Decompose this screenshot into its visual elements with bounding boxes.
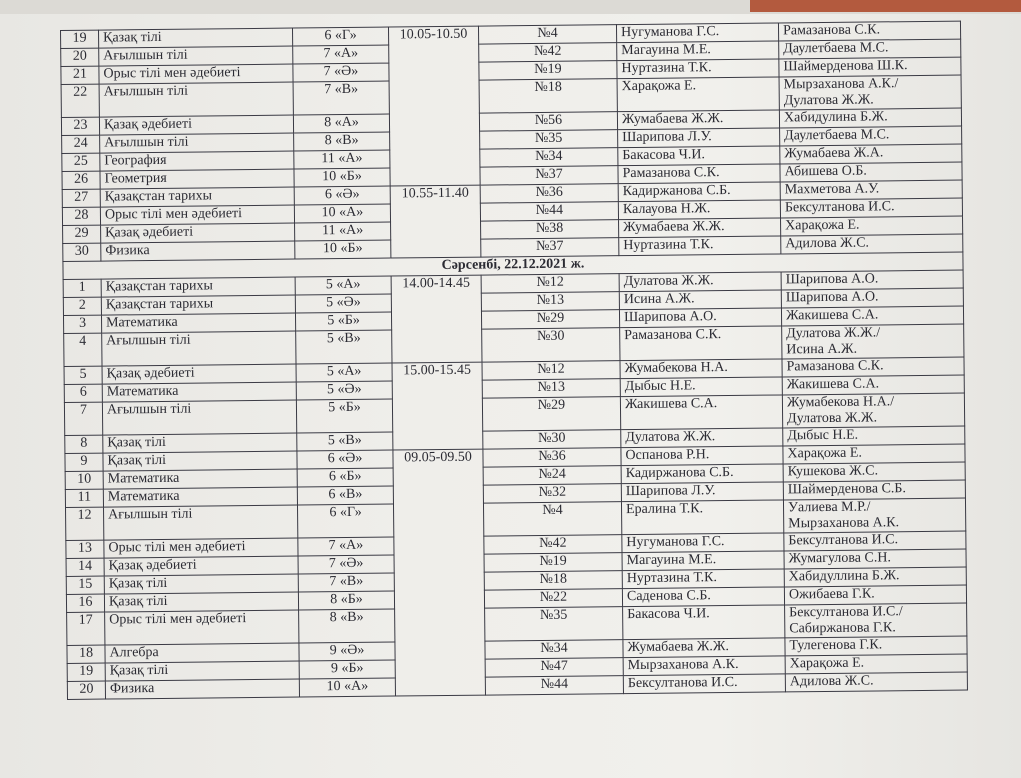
room-cell: №29 [482,397,620,431]
assistant-name: Тулегенова Г.К. [789,637,883,654]
teacher-cell: Жакишева С.А. [620,395,782,430]
subject-cell: Қазақстан тарихы [101,295,295,315]
class-cell: 5 «Ә» [296,381,392,400]
room-cell: №19 [484,553,622,572]
assistant-cell [783,426,965,446]
assistant-cell [779,75,961,110]
subject-cell: Қазақстан тарихы [101,277,295,297]
class-cell: 8 «Б» [298,591,394,610]
teacher-cell: Дулатова Ж.Ж. [621,428,783,448]
teacher-cell: Нугуманова Г.С. [622,533,784,553]
row-number: 21 [61,66,99,84]
assistant-name: Бексултанова И.С. [784,199,895,216]
teacher-cell: Исина А.Ж. [619,290,781,310]
room-cell: №37 [480,166,618,185]
teacher-cell: Бакасова Ч.И. [618,146,780,166]
class-cell: 5 «Б» [296,399,392,433]
room-cell: №56 [479,112,617,131]
class-cell: 5 «В» [297,432,393,451]
teacher-cell: Жумабаева Ж.Ж. [617,110,779,130]
assistant-cell [780,198,962,218]
assistant-name: Даулетбаева М.С. [783,40,889,57]
teacher-cell: Бексултанова И.С. [623,674,785,694]
row-number: 11 [65,489,103,507]
room-cell: №4 [483,502,621,536]
class-cell: 9 «Б» [299,660,395,679]
class-cell: 7 «А» [298,537,394,556]
assistant-cell [778,21,960,41]
teacher-cell: Мырзаханова А.К. [623,656,785,676]
room-cell: №24 [483,466,621,485]
class-cell: 7 «В» [298,573,394,592]
subject-cell: Математика [103,469,297,489]
room-cell: №47 [485,658,623,677]
assistant-name-second: Мырзаханова А.К. [788,515,900,532]
row-number: 4 [64,333,102,366]
assistant-cell [783,444,965,464]
class-cell: 10 «Б» [294,168,390,187]
class-cell: 6 «Б» [297,468,393,487]
assistant-cell [785,654,967,674]
row-number: 3 [63,315,101,333]
subject-cell: Қазақ тілі [103,433,297,453]
subject-cell: Орыс тілі мен әдебиеті [99,64,293,84]
teacher-cell: Рамазанова С.К. [620,326,782,361]
class-cell: 7 «А» [293,45,389,64]
time-slot-cell: 09.05-09.50 [393,449,486,696]
teacher-cell: Харақожа Е. [617,77,779,112]
teacher-cell: Калауова Н.Ж. [618,200,780,220]
teacher-cell: Оспанова Р.Н. [621,446,783,466]
background-object [750,0,1021,12]
room-cell: №13 [482,379,620,398]
subject-cell: Қазақ әдебиеті [104,556,298,576]
assistant-name-second: Дулатова Ж.Ж. [787,410,878,427]
row-number: 25 [62,153,100,171]
assistant-name: Дулатова Ж.Ж./ [786,325,881,342]
class-cell: 10 «А» [294,204,390,223]
class-cell: 10 «А» [299,678,395,697]
room-cell: №37 [481,238,619,257]
row-number: 1 [63,279,101,297]
teacher-cell: Нуртазина Т.К. [622,569,784,589]
class-cell: 5 «А» [295,276,391,295]
assistant-name-second: Дулатова Ж.Ж. [783,92,874,109]
teacher-cell: Нуртазина Т.К. [617,59,779,79]
assistant-name: Жумагулова С.Н. [788,550,892,567]
assistant-cell [783,498,965,533]
room-cell: №18 [479,79,617,113]
row-number: 6 [64,384,102,402]
row-number: 24 [62,135,100,153]
room-cell: №44 [485,676,623,695]
assistant-name-second: Сабиржанова Г.К. [789,620,896,637]
row-number: 20 [67,681,105,699]
row-number: 9 [65,453,103,471]
assistant-name: Даулетбаева М.С. [784,127,890,144]
subject-cell: Қазақ әдебиеті [102,364,296,384]
subject-cell: Орыс тілі мен әдебиеті [100,205,294,225]
room-cell: №36 [480,184,618,203]
time-slot-cell: 10.05-10.50 [388,26,480,186]
assistant-cell [781,216,963,236]
class-cell: 7 «Ә» [293,63,389,82]
row-number: 26 [62,171,100,189]
teacher-cell: Кадиржанова С.Б. [618,182,780,202]
room-cell: №12 [482,361,620,380]
assistant-name-second: Исина А.Ж. [786,341,858,358]
room-cell: №29 [481,310,619,329]
assistant-name: Абишева О.Б. [784,163,867,180]
class-cell: 6 «Ә» [297,450,393,469]
subject-cell: Орыс тілі мен әдебиеті [104,538,298,558]
subject-cell: Қазақ тілі [99,28,293,48]
room-cell: №30 [482,328,620,362]
assistant-name: Хабидуллина Б.Ж. [788,568,900,585]
room-cell: №19 [479,61,617,80]
class-cell: 5 «Ә» [295,294,391,313]
teacher-cell: Шарипова А.О. [619,308,781,328]
row-number: 5 [64,366,102,384]
room-cell: №34 [485,640,623,659]
assistant-cell [783,462,965,482]
room-cell: №13 [481,292,619,311]
room-cell: №22 [484,589,622,608]
assistant-name: Жумабаева Ж.А. [784,145,884,162]
assistant-cell [785,603,967,638]
teacher-cell: Шарипова Л.У. [618,128,780,148]
class-cell: 6 «В» [297,486,393,505]
row-number: 22 [61,84,99,117]
row-number: 7 [64,402,102,435]
subject-cell: Қазақстан тарихы [100,187,294,207]
class-cell: 10 «Б» [295,240,391,259]
subject-cell: Ағылшын тілі [102,400,296,435]
assistant-name: Харақожа Е. [787,445,862,462]
time-slot-cell: 14.00-14.45 [391,275,482,363]
class-cell: 6 «Ә» [294,186,390,205]
row-number: 13 [66,540,104,558]
class-cell: 9 «Ә» [299,642,395,661]
assistant-name: Рамазанова С.К. [782,22,881,39]
subject-cell: Ағылшын тілі [99,46,293,66]
teacher-cell: Бакасова Ч.И. [623,605,785,640]
assistant-name: Адилова Ж.С. [785,235,870,252]
assistant-cell [782,357,964,377]
subject-cell: Математика [103,487,297,507]
teacher-cell: Дулатова Ж.Ж. [619,272,781,292]
day-header: Сәрсенбі, 22.12.2021 ж. [63,252,963,279]
teacher-cell: Ералина Т.К. [621,500,783,535]
subject-cell: Математика [102,382,296,402]
room-cell: №42 [479,43,617,62]
schedule-table [60,21,968,700]
subject-cell: Ағылшын тілі [99,82,293,117]
class-cell: 7 «В» [293,81,389,115]
row-number: 23 [61,117,99,135]
subject-cell: Қазақ әдебиеті [101,223,295,243]
class-cell: 5 «В» [296,330,392,364]
subject-cell: Алгебра [105,643,299,663]
row-number: 20 [61,48,99,66]
class-cell: 5 «Б» [295,312,391,331]
time-slot-cell: 10.55-11.40 [390,185,481,258]
room-cell: №42 [484,535,622,554]
subject-cell: Физика [101,241,295,261]
row-number: 8 [65,435,103,453]
row-number: 17 [67,612,105,645]
assistant-cell [784,567,966,587]
assistant-cell [784,549,966,569]
class-cell: 6 «Г» [297,504,393,538]
room-cell: №36 [483,448,621,467]
assistant-name: Хабидулина Б.Ж. [783,109,888,126]
class-cell: 11 «А» [294,150,390,169]
room-cell: №12 [481,274,619,293]
row-number: 27 [62,189,100,207]
class-cell: 8 «В» [299,609,395,643]
assistant-name: Шарипова А.О. [785,289,879,306]
assistant-name: Кушекова Ж.С. [787,463,879,480]
assistant-name: Рамазанова С.К. [786,358,884,375]
assistant-name: Жумабекова Н.А./ [786,394,895,411]
subject-cell: Қазақ тілі [103,451,297,471]
assistant-cell [784,531,966,551]
assistant-cell [785,672,967,692]
row-number: 16 [66,594,104,612]
subject-cell: Қазақ тілі [104,592,298,612]
row-number: 12 [66,507,104,540]
teacher-cell: Жумабекова Н.А. [620,359,782,379]
row-number: 15 [66,576,104,594]
assistant-name: Шаймерденова Ш.К. [783,58,908,75]
row-number: 10 [65,471,103,489]
assistant-cell [784,585,966,605]
row-number: 14 [66,558,104,576]
assistant-cell [779,108,961,128]
subject-cell: Қазақ тілі [104,574,298,594]
assistant-cell [782,324,964,359]
class-cell: 8 «В» [294,132,390,151]
room-cell: №38 [481,220,619,239]
time-slot-cell: 15.00-15.45 [392,362,483,450]
assistant-cell [779,39,961,59]
assistant-name: Бексултанова И.С. [788,532,899,549]
teacher-cell: Нуртазина Т.К. [619,236,781,256]
subject-cell: Физика [105,679,299,699]
assistant-cell [780,162,962,182]
subject-cell: Орыс тілі мен әдебиеті [105,610,299,645]
assistant-name: Харақожа Е. [789,655,865,672]
assistant-name: Харақожа Е. [785,217,860,234]
class-cell: 8 «А» [293,114,389,133]
teacher-cell: Нугуманова Г.С. [616,23,778,43]
assistant-name: Адилова Ж.С. [789,673,874,690]
assistant-name: Жакишева С.А. [785,307,879,324]
assistant-name: Ожибаева Г.К. [788,586,875,603]
room-cell: №34 [480,148,618,167]
teacher-cell: Шарипова Л.У. [621,482,783,502]
teacher-cell: Магауина М.Е. [622,551,784,571]
row-number: 28 [62,207,100,225]
class-cell: 5 «А» [296,363,392,382]
assistant-cell [779,57,961,77]
subject-cell: Ағылшын тілі [102,331,296,366]
room-cell: №44 [480,202,618,221]
teacher-cell: Кадиржанова С.Б. [621,464,783,484]
class-cell: 11 «А» [295,222,391,241]
subject-cell: Ағылшын тілі [100,133,294,153]
assistant-name: Шаймерденова С.Б. [787,481,907,498]
room-cell: №18 [484,571,622,590]
teacher-cell: Жумабаева Ж.Ж. [619,218,781,238]
subject-cell: Ағылшын тілі [103,505,297,540]
room-cell: №30 [483,430,621,449]
assistant-name: Шарипова А.О. [785,271,879,288]
assistant-name: Мырзаханова А.К./ [783,76,899,93]
subject-cell: Математика [101,313,295,333]
assistant-cell [780,144,962,164]
teacher-cell: Саденова С.Б. [622,587,784,607]
assistant-cell [780,180,962,200]
assistant-cell [782,393,964,428]
row-number: 2 [63,297,101,315]
teacher-cell: Дыбыс Н.Е. [620,377,782,397]
assistant-cell [782,375,964,395]
assistant-cell [785,636,967,656]
room-cell: №4 [478,25,616,44]
assistant-name: Дыбыс Н.Е. [787,427,859,444]
room-cell: №35 [485,607,623,641]
row-number: 30 [63,243,101,261]
subject-cell: Қазақ тілі [105,661,299,681]
assistant-name: Махметова А.У. [784,181,880,198]
assistant-cell [781,288,963,308]
teacher-cell: Жумабаева Ж.Ж. [623,638,785,658]
assistant-name: Бексултанова И.С./ [789,604,903,621]
assistant-cell [781,270,963,290]
subject-cell: География [100,151,294,171]
row-number: 19 [61,30,99,48]
row-number: 19 [67,663,105,681]
subject-cell: Геометрия [100,169,294,189]
assistant-cell [783,480,965,500]
teacher-cell: Рамазанова С.К. [618,164,780,184]
subject-cell: Қазақ әдебиеті [99,115,293,135]
assistant-name: Уалиева М.Р./ [787,499,871,516]
assistant-cell [780,126,962,146]
room-cell: №35 [480,130,618,149]
room-cell: №32 [483,484,621,503]
assistant-name: Жакишева С.А. [786,376,880,393]
row-number: 18 [67,645,105,663]
teacher-cell: Магауина М.Е. [617,41,779,61]
class-cell: 6 «Г» [292,27,388,46]
class-cell: 7 «Ә» [298,555,394,574]
row-number: 29 [63,225,101,243]
assistant-cell [781,306,963,326]
assistant-cell [781,234,963,254]
